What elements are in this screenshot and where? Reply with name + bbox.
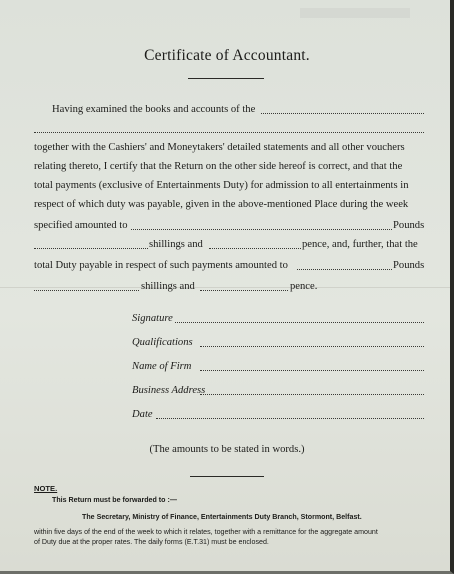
firm-name-line (200, 370, 424, 371)
dotted-fill (34, 290, 139, 291)
qualifications-label: Qualifications (132, 337, 193, 348)
para-line-2: together with the Cashiers' and Moneytakers' detailed statements and all other vouchers (34, 142, 405, 153)
words-instruction: (The amounts to be stated in words.) (149, 444, 305, 455)
para-line-3: relating thereto, I certify that the Return on the other side hereof is correct, and that the (34, 161, 403, 172)
business-address-line (200, 394, 424, 395)
note-line-4: of Duty due at the proper rates. The daily forms (E.T.31) must be enclosed. (34, 538, 269, 546)
shillings-label-2: shillings and (141, 281, 195, 292)
dotted-fill (209, 248, 301, 249)
pounds-label-2: Pounds (393, 260, 425, 271)
signature-line (175, 322, 424, 323)
divider-rule (190, 476, 264, 477)
dotted-fill (200, 290, 288, 291)
para-line-5: respect of which duty was payable, given in the above-mentioned Place during the week (34, 199, 409, 210)
pence-label: pence. (290, 281, 318, 292)
dotted-fill (34, 132, 424, 133)
firm-name-label: Name of Firm (132, 361, 192, 372)
qualifications-line (200, 346, 424, 347)
para-line-7-tail: pence, and, further, that the (302, 239, 418, 250)
dotted-fill (297, 269, 392, 270)
dotted-fill (261, 113, 424, 114)
para-line-1: Having examined the books and accounts of the (52, 104, 256, 115)
signature-label: Signature (132, 313, 173, 324)
para-line-4: total payments (exclusive of Entertainments Duty) for admission to all entertainments in (34, 180, 409, 191)
fold-crease (0, 287, 450, 288)
certificate-title: Certificate of Accountant. (144, 47, 310, 64)
para-line-6: specified amounted to (34, 220, 128, 231)
dotted-fill (34, 248, 148, 249)
pounds-label-1: Pounds (393, 220, 425, 231)
title-underline (188, 78, 264, 79)
note-line-2: The Secretary, Ministry of Finance, Entertainments Duty Branch, Stormont, Belfast. (82, 513, 362, 521)
note-heading: NOTE. (34, 484, 58, 493)
note-line-1: This Return must be forwarded to :— (52, 496, 177, 504)
faint-show-through (300, 8, 410, 18)
note-line-3: within five days of the end of the week to which it relates, together with a remittance for the aggregate amount (34, 528, 378, 536)
shillings-label-1: shillings and (149, 239, 203, 250)
dotted-fill (131, 229, 392, 230)
business-address-label: Business Address (132, 385, 206, 396)
date-line (156, 418, 424, 419)
para-line-8: total Duty payable in respect of such payments amounted to (34, 260, 288, 271)
date-label: Date (132, 409, 153, 420)
